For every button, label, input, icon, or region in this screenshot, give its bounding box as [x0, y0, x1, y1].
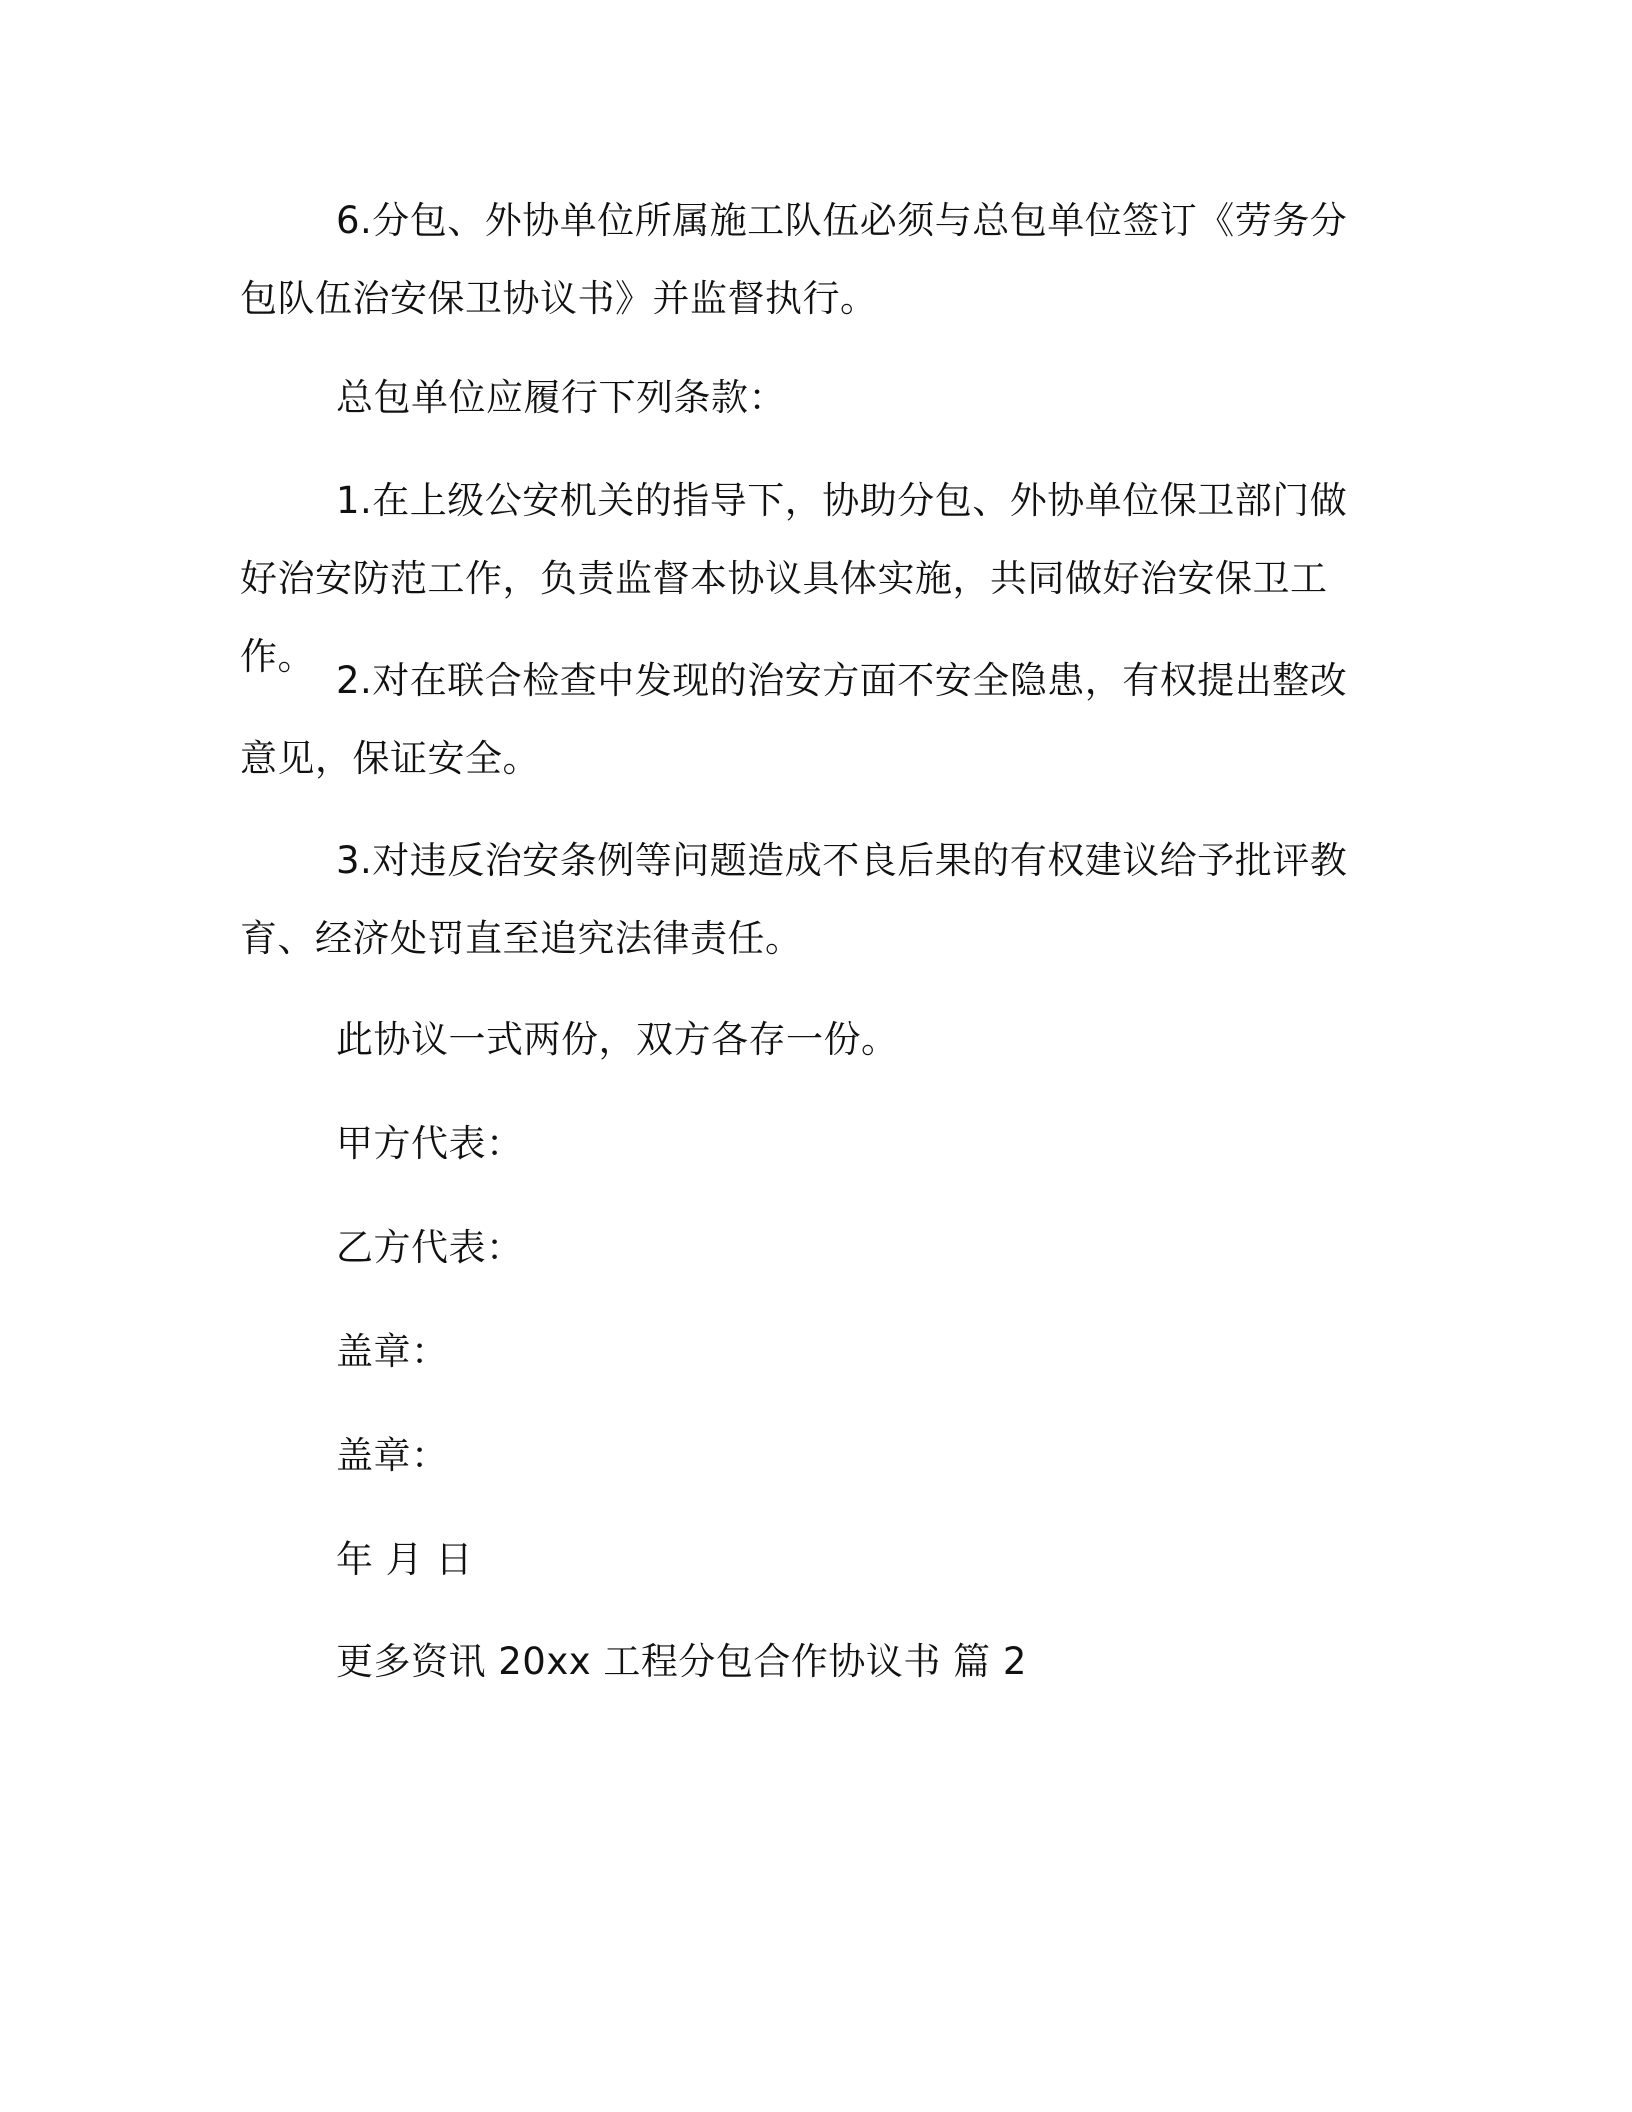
item-3-paragraph: 3.对违反治安条例等问题造成不良后果的有权建议给予批评教育、经济处罚直至追究法律责任。 — [240, 839, 1348, 960]
seal-line-2: 盖章： — [336, 1434, 449, 1477]
party-b-representative: 乙方代表： — [336, 1226, 524, 1269]
more-info-line: 更多资讯 20xx 工程分包合作协议书 篇 2 — [336, 1640, 1027, 1683]
item-2-paragraph: 2.对在联合检查中发现的治安方面不安全隐患，有权提出整改意见，保证安全。 — [240, 659, 1348, 780]
seal-line-1: 盖章： — [336, 1330, 449, 1373]
general-contractor-heading: 总包单位应履行下列条款： — [336, 376, 786, 419]
party-a-representative: 甲方代表： — [336, 1122, 524, 1165]
item-1-paragraph: 1.在上级公安机关的指导下，协助分包、外协单位保卫部门做好治安防范工作，负责监督本协议具体实施，共同做好治安保卫工作。 — [240, 479, 1348, 678]
clause-6-paragraph: 6.分包、外协单位所属施工队伍必须与总包单位签订《劳务分包队伍治安保卫协议书》并监督执行。 — [240, 199, 1348, 320]
date-line: 年 月 日 — [336, 1538, 474, 1581]
copies-note: 此协议一式两份，双方各存一份。 — [336, 1018, 899, 1061]
